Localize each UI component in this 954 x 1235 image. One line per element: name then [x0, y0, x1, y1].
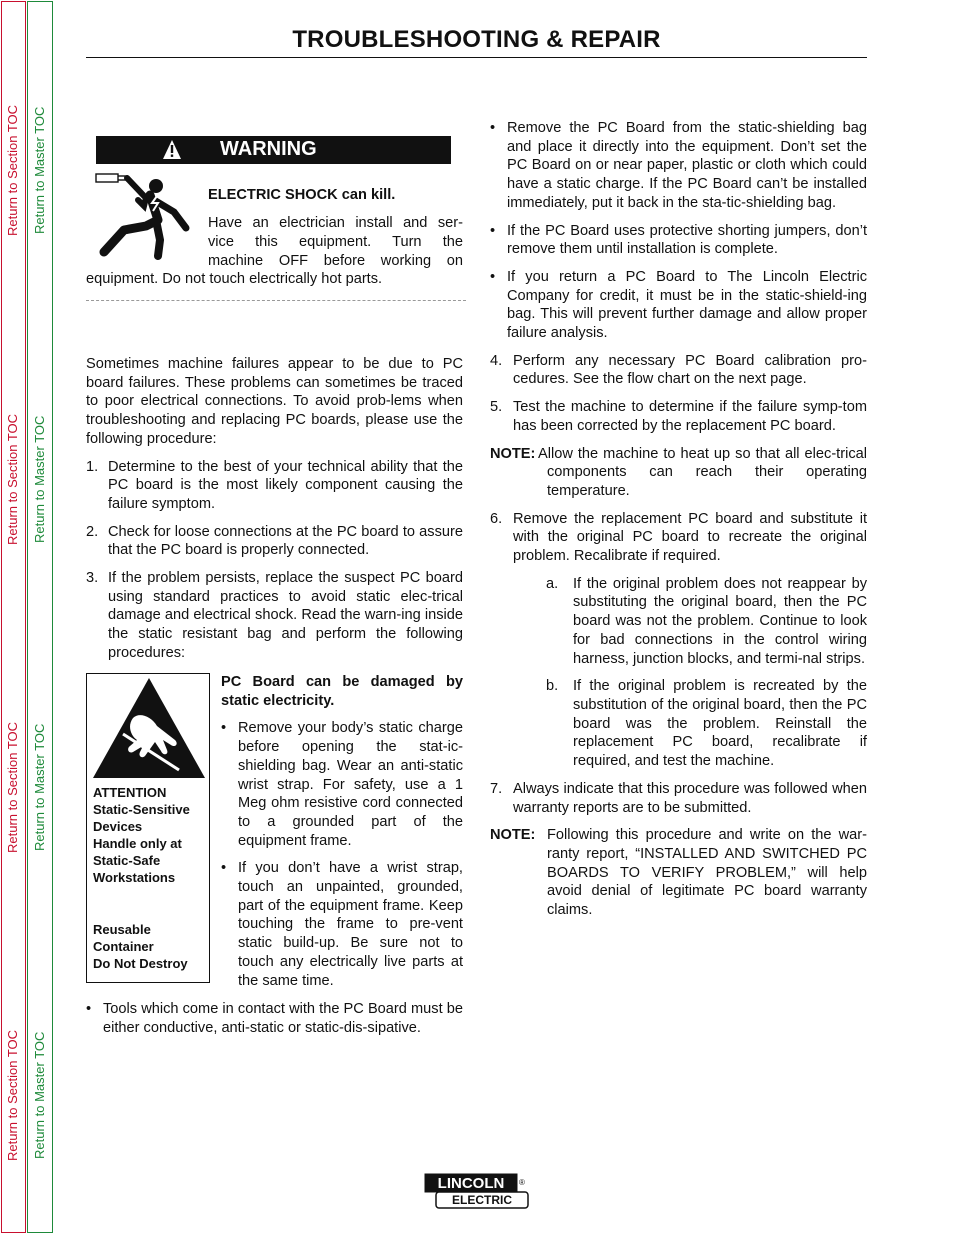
step-text: If the original problem does not reappear by substituting the original board, then the PC board was not the problem. Continue to look for bad connections in the control wiring harness, junction blocks, and termi-nal strips.: [573, 575, 867, 667]
bullet-text: If you don’t have a wrist strap, touch an unpainted, grounded, part of the equipment frame. Keep touching the frame to pre-vent static build-up. Be sure not to touch any electrically live parts at the same time.: [238, 860, 463, 989]
list-item: [221, 859, 463, 990]
bullet-icon: •: [86, 1001, 92, 1017]
esd-text: Workstations: [93, 870, 176, 885]
note: [490, 826, 867, 920]
esd-text: Container: [93, 939, 154, 954]
step-text: Determine to the best of your technical ability that the PC board is the most likely component causing the failure symptom.: [108, 458, 463, 512]
bullet-text: If you return a PC Board to The Lincoln Electric Company for credit, it must be in the static-shield-ing bag. This will prevent further damage and allow proper failure analysis.: [507, 268, 867, 342]
list-item: [86, 458, 463, 514]
list-item: [86, 569, 463, 663]
bullet-icon: •: [221, 860, 227, 877]
warning-banner: [96, 136, 451, 164]
logo-bottom-text: ELECTRIC: [452, 1193, 512, 1207]
divider: [86, 300, 466, 301]
step-number: 5.: [490, 399, 503, 416]
esd-label: [86, 673, 210, 983]
intro-paragraph: Sometimes machine failures appear to be due to PC board failures. These problems can sometimes be traced to poor electrical connections. To avoid prob-lems when troubleshooting and replacing PC boards, please use the following procedure:: [86, 356, 463, 447]
bullet-text: Remove the PC Board from the static-shielding bag and place it directly into the equipment. Don’t set the PC Board on or near paper, plastic or cloth which could have a static charge. If the PC Board can’t be installed immediately, put it back in the sta-tic-shielding bag.: [507, 120, 867, 211]
bullet-icon: •: [490, 222, 496, 239]
list-item: [490, 398, 867, 435]
return-to-section-toc-link[interactable]: Return to Section TOC: [5, 413, 20, 545]
step-number: b.: [546, 678, 559, 695]
return-to-section-toc-link[interactable]: Return to Section TOC: [5, 1029, 20, 1161]
title-rule: [86, 57, 867, 58]
note: [490, 445, 867, 501]
list-item: [490, 352, 867, 389]
bullet-text: If the PC Board uses protective shorting jumpers, don’t remove them until installation is complete.: [507, 222, 867, 258]
warning-triangle-icon: [162, 139, 182, 160]
list-item: [490, 268, 867, 343]
bullet-icon: •: [490, 120, 496, 136]
return-to-section-toc-link[interactable]: Return to Section TOC: [5, 721, 20, 853]
note-label: NOTE:: [490, 445, 536, 462]
esd-text: ATTENTION: [93, 785, 167, 800]
static-heading: PC Board can be damaged by static electricity.: [221, 674, 463, 709]
warning-heading: ELECTRIC SHOCK can kill.: [208, 187, 396, 203]
step-text: If the original problem is recreated by the substitution of the original board, then the PC board was the problem. Reinstall the replacement PC board, recalibrate if required, and test the machine.: [573, 678, 867, 770]
electric-shock-icon: [94, 170, 194, 262]
logo-top-text: LINCOLN: [437, 1175, 505, 1192]
list-item: [546, 677, 867, 771]
esd-text: Static-Sensitive: [93, 802, 190, 817]
step-number: a.: [546, 575, 559, 592]
warning-line: equipment. Do not touch electrically hot parts.: [86, 271, 383, 287]
esd-text: Static-Safe: [93, 853, 161, 868]
step-text: Remove the replacement PC board and substitute it with the original PC board to recreate the original problem. Recalibrate if required.: [513, 510, 867, 565]
warning-line: Have an electrician install and ser-: [208, 215, 463, 231]
right-column: [490, 119, 867, 920]
step-number: 7.: [490, 780, 503, 797]
esd-text: Devices: [93, 819, 143, 834]
step-number: 2.: [86, 523, 99, 540]
static-warning: [221, 673, 463, 990]
list-item: [86, 1000, 463, 1037]
toc-sidebar: [0, 0, 54, 1235]
step-text: If the problem persists, replace the suspect PC board using standard practices to avoid static elec-trical damage and electrical shock. Read the warn-ing inside the static resistant bag and perform the following procedures:: [108, 570, 463, 661]
list-item: [490, 510, 867, 566]
list-item: [86, 523, 463, 560]
list-item: [490, 222, 867, 259]
return-to-section-toc-link[interactable]: Return to Section TOC: [5, 104, 20, 236]
registered-mark: ®: [519, 1178, 525, 1187]
list-item: [490, 780, 867, 817]
step-text: Perform any necessary PC Board calibration pro-cedures. See the flow chart on the next page.: [513, 352, 867, 388]
list-item: [546, 575, 867, 669]
esd-text: Handle only at: [93, 836, 182, 851]
bullet-icon: •: [490, 268, 496, 285]
page-title: TROUBLESHOOTING & REPAIR: [292, 26, 661, 53]
lincoln-electric-logo: [424, 1173, 530, 1211]
esd-text: Do Not Destroy: [93, 956, 188, 971]
step-number: 1.: [86, 458, 99, 475]
return-to-master-toc-link[interactable]: Return to Master TOC: [32, 723, 47, 851]
bullet-icon: •: [221, 720, 227, 737]
note-text: Allow the machine to heat up so that all elec-trical components can reach their operating temperature.: [538, 445, 867, 499]
step-number: 3.: [86, 570, 99, 587]
step-number: 6.: [490, 510, 503, 527]
return-to-master-toc-link[interactable]: Return to Master TOC: [32, 415, 47, 543]
return-to-master-toc-link[interactable]: Return to Master TOC: [32, 106, 47, 234]
return-to-master-toc-link[interactable]: Return to Master TOC: [32, 1031, 47, 1159]
warning-label: WARNING: [220, 138, 317, 160]
warning-line: vice this equipment. Turn the: [208, 234, 463, 250]
list-item: [490, 119, 867, 213]
tools-note: [86, 1000, 463, 1037]
step-text: Always indicate that this procedure was followed when warranty reports are to be submitted.: [513, 780, 867, 816]
esd-hand-icon: [93, 678, 205, 778]
note-label: NOTE:: [490, 827, 536, 844]
note-text: Following this procedure and write on the war-ranty report, “INSTALLED AND SWITCHED PC BOARDS TO VERIFY PROBLEM,” will help avoid denial of legitimate PC board warranty claims.: [547, 827, 867, 919]
step-number: 4.: [490, 352, 503, 369]
bullet-text: Remove your body’s static charge before opening the stat-ic-shielding bag. Wear an anti-static wrist strap. For safety, use a 1 Meg ohm resistive cord connected to a grounded part of the equipment frame.: [238, 720, 463, 849]
step-text: Test the machine to determine if the failure symp-tom has been corrected by the replacement PC board.: [513, 399, 867, 434]
esd-text: Reusable: [93, 922, 151, 937]
bullet-text: Tools which come in contact with the PC Board must be either conductive, anti-static or static-dis-sipative.: [103, 1001, 463, 1036]
list-item: [221, 719, 463, 850]
warning-line: machine OFF before working on: [208, 253, 463, 269]
left-column: [86, 355, 463, 663]
step-text: Check for loose connections at the PC board to assure that the PC board is properly connected.: [108, 523, 463, 559]
